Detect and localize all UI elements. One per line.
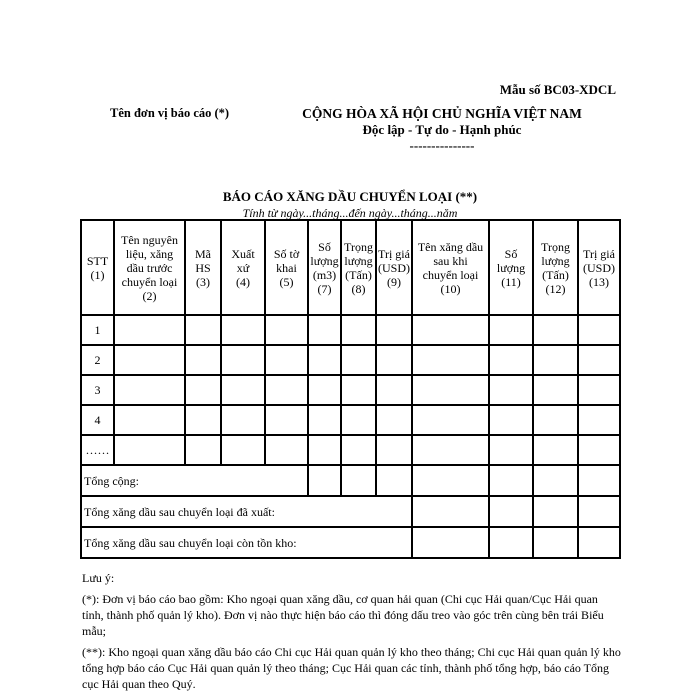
note-1: (*): Đơn vị báo cáo bao gồm: Kho ngoại quan xăng dầu, cơ quan hải quan (Chi cục Hải quan/Cục Hải quan tỉnh, thành phố quản lý kho). Đơn vị nào thực hiện báo cáo thì đóng dấu treo vào góc trên cùng bên trái Biểu mẫu; (82, 592, 604, 638)
nation-divider: --------------- (409, 138, 475, 153)
header-cell: Tên nguyên liệu, xăng dầu trước chuyển loại (2) (114, 220, 185, 315)
table-header-row (81, 220, 620, 315)
table-row (81, 315, 620, 345)
row-number: 3 (81, 375, 114, 405)
header-cell: Số lượng (11) (489, 220, 533, 315)
row-number: 4 (81, 405, 114, 435)
exported-label: Tổng xăng dầu sau chuyển loại đã xuất: (81, 496, 412, 527)
report-period: Tính từ ngày...tháng...đến ngày...tháng...năm (242, 206, 458, 220)
table-row (81, 405, 620, 435)
header-cell: STT (1) (81, 220, 114, 315)
remaining-label: Tổng xăng dầu sau chuyển loại còn tồn kho: (81, 527, 412, 558)
row-number: 1 (81, 315, 114, 345)
row-number: 2 (81, 345, 114, 375)
notes-heading: Lưu ý: (82, 571, 115, 585)
exported-row (81, 496, 620, 527)
header-cell: Trọng lượng (Tấn) (12) (533, 220, 578, 315)
table-row (81, 435, 620, 465)
total-row (81, 465, 620, 496)
total-label: Tổng cộng: (81, 465, 308, 496)
report-table (80, 219, 621, 559)
row-number: …… (81, 435, 114, 465)
table-row (81, 375, 620, 405)
form-number: Mẫu số BC03-XDCL (499, 82, 616, 97)
reporting-unit-label: Tên đơn vị báo cáo (*) (110, 106, 230, 120)
report-title: BÁO CÁO XĂNG DẦU CHUYỂN LOẠI (**) (222, 189, 478, 204)
header-cell: Mã HS (3) (185, 220, 221, 315)
table-row (81, 345, 620, 375)
header-cell: Số lượng (m3) (7) (308, 220, 341, 315)
header-cell: Trị giá (USD) (9) (376, 220, 412, 315)
nation-name: CỘNG HÒA XÃ HỘI CHỦ NGHĨA VIỆT NAM (302, 106, 582, 121)
notes-section (82, 570, 622, 697)
header-cell: Số tờ khai (5) (265, 220, 308, 315)
nation-motto: Độc lập - Tự do - Hạnh phúc (362, 122, 522, 137)
header-cell: Xuất xứ (4) (221, 220, 265, 315)
header-cell: Trọng lượng (Tấn) (8) (341, 220, 376, 315)
header-cell: Trị giá (USD) (13) (578, 220, 620, 315)
national-heading (298, 106, 586, 154)
remaining-row (81, 527, 620, 558)
header-cell: Tên xăng dầu sau khi chuyển loại (10) (412, 220, 489, 315)
note-2: (**): Kho ngoại quan xăng dầu báo cáo Chi cục Hải quan quản lý kho theo tháng; Chi cục Hải quan quản lý kho tổng hợp báo cáo Cục Hải quan quản lý theo tháng; Cục Hải quan các tỉnh, thành phố tổng hợp, báo cáo Tổng cục Hải quan theo Quý. (82, 645, 621, 691)
